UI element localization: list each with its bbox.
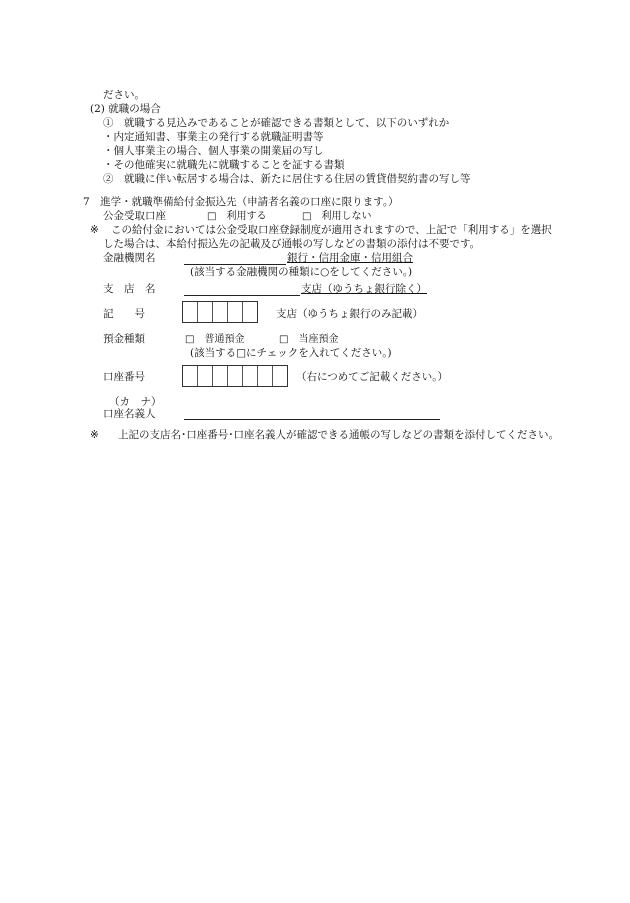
account-digit-box[interactable] — [228, 366, 243, 386]
bank-name-label: 金融機関名 — [103, 252, 156, 264]
account-number-hint: （右につめてご記載ください。） — [296, 371, 449, 383]
account-digit-box[interactable] — [198, 366, 213, 386]
symbol-input-boxes[interactable] — [182, 301, 258, 323]
branch-name-input[interactable] — [184, 295, 300, 296]
symbol-digit-box[interactable] — [213, 302, 228, 322]
account-number-label: 口座番号 — [103, 371, 145, 383]
bank-name-input[interactable] — [184, 264, 286, 265]
account-number-boxes[interactable] — [182, 365, 288, 387]
symbol-digit-box[interactable] — [183, 302, 198, 322]
branch-name-label: 支 店 名 — [103, 283, 156, 295]
note-mark: ※ — [90, 224, 99, 236]
bank-type-suffix: 銀行・信用金庫・信用組合 — [287, 252, 413, 264]
branch-suffix: 支店（ゆうちょ銀行除く） — [301, 283, 427, 295]
kana-label: （カ ナ） — [109, 396, 162, 408]
symbol-digit-box[interactable] — [228, 302, 243, 322]
account-digit-box[interactable] — [213, 366, 228, 386]
symbol-digit-box[interactable] — [198, 302, 213, 322]
ordinary-deposit-checkbox[interactable]: □ 普通預金 — [185, 334, 245, 345]
final-note-mark: ※ — [90, 429, 99, 441]
employment-bullet-2: ・個人事業主の場合、個人事業の開業届の写し — [103, 145, 324, 157]
employment-heading: (2) 就職の場合 — [90, 103, 161, 115]
employment-item-1: ① 就職する見込みであることが確認できる書類として、以下のいずれか — [103, 117, 450, 129]
account-holder-input[interactable] — [184, 419, 440, 420]
employment-bullet-1: ・内定通知書、事業主の発行する就職証明書等 — [103, 131, 324, 143]
current-deposit-checkbox[interactable]: □ 当座預金 — [279, 334, 339, 345]
employment-bullet-3: ・その他確実に就職先に就職することを証する書類 — [103, 159, 345, 171]
note-line-2: した場合は、本給付振込先の記載及び通帳の写しなどの書類の添付は不要です。 — [103, 238, 481, 250]
final-note-text: 上記の支店名･口座番号･口座名義人が確認できる通帳の写しなどの書類を添付してください。 — [118, 429, 559, 441]
account-digit-box[interactable] — [183, 366, 198, 386]
section-7-title: 7 進学・就職準備給付金振込先（申請者名義の口座に限ります。） — [83, 196, 399, 208]
employment-item-2: ② 就職に伴い転居する場合は、新たに居住する住居の賃貸借契約書の写し等 — [103, 173, 471, 185]
account-digit-box[interactable] — [243, 366, 258, 386]
account-digit-box[interactable] — [258, 366, 273, 386]
bank-type-hint: (該当する金融機関の種類に○をしてください。) — [190, 266, 413, 278]
symbol-label: 記 号 — [103, 308, 145, 320]
not-use-checkbox[interactable]: □ 利用しない — [302, 211, 372, 222]
symbol-digit-box[interactable] — [243, 302, 257, 322]
deposit-type-label: 預金種類 — [103, 333, 145, 345]
continuation-text: ださい。 — [103, 89, 145, 101]
symbol-suffix: 支店（ゆうちょ銀行のみ記載） — [276, 308, 423, 320]
account-holder-label: 口座名義人 — [103, 408, 156, 420]
note-line-1: この給付金においては公金受取口座登録制度が適用されますので、上記で「利用する」を選択 — [111, 224, 552, 236]
public-account-label: 公金受取口座 — [103, 210, 166, 222]
deposit-type-hint: (該当する□にチェックを入れてください。) — [190, 347, 392, 359]
account-digit-box[interactable] — [273, 366, 287, 386]
use-checkbox[interactable]: □ 利用する — [207, 211, 267, 222]
